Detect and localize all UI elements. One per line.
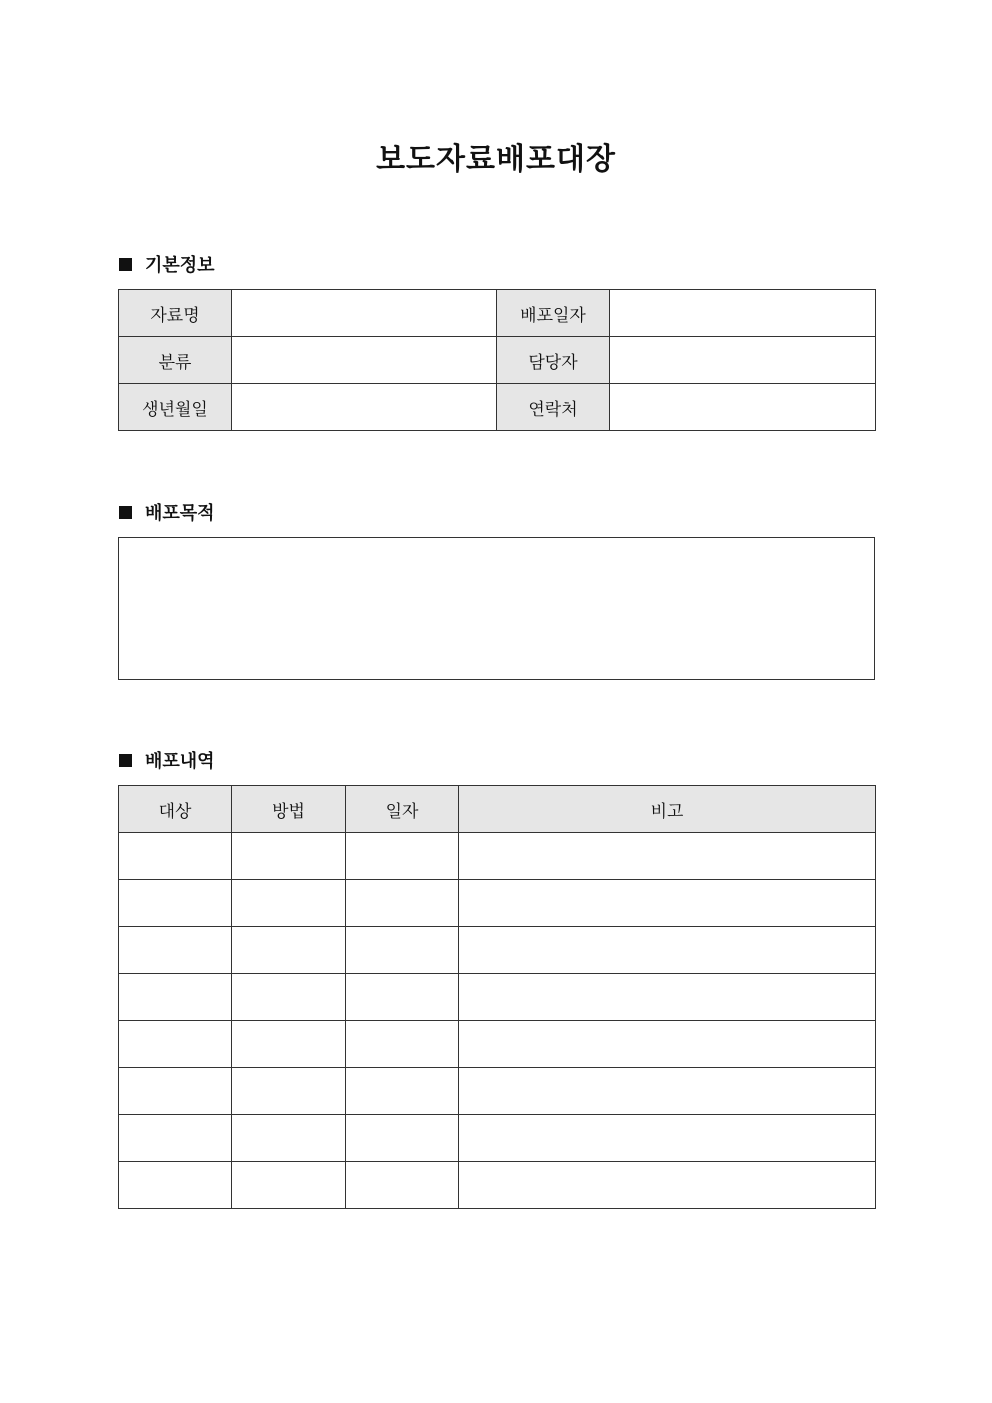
target-cell[interactable] xyxy=(119,927,232,974)
table-row xyxy=(119,1115,876,1162)
distribution-date-label: 배포일자 xyxy=(497,290,610,337)
date-cell[interactable] xyxy=(346,927,459,974)
remarks-cell[interactable] xyxy=(459,1162,876,1209)
purpose-heading xyxy=(119,500,215,524)
target-cell[interactable] xyxy=(119,880,232,927)
table-row xyxy=(119,833,876,880)
method-cell[interactable] xyxy=(232,833,346,880)
method-cell[interactable] xyxy=(232,927,346,974)
table-row xyxy=(119,1021,876,1068)
target-cell[interactable] xyxy=(119,1021,232,1068)
column-header-target: 대상 xyxy=(119,786,232,833)
distribution-heading xyxy=(119,748,215,772)
birthdate-field[interactable] xyxy=(232,384,497,431)
date-cell[interactable] xyxy=(346,1162,459,1209)
category-label: 분류 xyxy=(119,337,232,384)
square-bullet-icon xyxy=(119,258,132,271)
birthdate-label: 생년월일 xyxy=(119,384,232,431)
target-cell[interactable] xyxy=(119,974,232,1021)
table-row xyxy=(119,927,876,974)
date-cell[interactable] xyxy=(346,974,459,1021)
method-cell[interactable] xyxy=(232,974,346,1021)
category-field[interactable] xyxy=(232,337,497,384)
table-row xyxy=(119,384,876,431)
remarks-cell[interactable] xyxy=(459,833,876,880)
method-cell[interactable] xyxy=(232,1162,346,1209)
table-row xyxy=(119,1068,876,1115)
table-row xyxy=(119,337,876,384)
remarks-cell[interactable] xyxy=(459,974,876,1021)
remarks-cell[interactable] xyxy=(459,1021,876,1068)
material-name-label: 자료명 xyxy=(119,290,232,337)
date-cell[interactable] xyxy=(346,1115,459,1162)
manager-label: 담당자 xyxy=(497,337,610,384)
remarks-cell[interactable] xyxy=(459,927,876,974)
target-cell[interactable] xyxy=(119,1162,232,1209)
basic-info-heading-label: 기본정보 xyxy=(145,255,215,276)
method-cell[interactable] xyxy=(232,880,346,927)
method-cell[interactable] xyxy=(232,1115,346,1162)
contact-label: 연락처 xyxy=(497,384,610,431)
target-cell[interactable] xyxy=(119,833,232,880)
column-header-remarks: 비고 xyxy=(459,786,876,833)
table-row xyxy=(119,1162,876,1209)
table-row xyxy=(119,880,876,927)
date-cell[interactable] xyxy=(346,833,459,880)
method-cell[interactable] xyxy=(232,1021,346,1068)
table-header-row xyxy=(119,786,876,833)
distribution-heading-label: 배포내역 xyxy=(145,751,215,772)
remarks-cell[interactable] xyxy=(459,1115,876,1162)
target-cell[interactable] xyxy=(119,1115,232,1162)
square-bullet-icon xyxy=(119,506,132,519)
date-cell[interactable] xyxy=(346,880,459,927)
method-cell[interactable] xyxy=(232,1068,346,1115)
column-header-method: 방법 xyxy=(232,786,346,833)
basic-info-table xyxy=(118,289,876,431)
remarks-cell[interactable] xyxy=(459,1068,876,1115)
remarks-cell[interactable] xyxy=(459,880,876,927)
material-name-field[interactable] xyxy=(232,290,497,337)
distribution-table xyxy=(118,785,876,1209)
page-title: 보도자료배포대장 xyxy=(376,142,616,177)
table-row xyxy=(119,974,876,1021)
table-row xyxy=(119,290,876,337)
contact-field[interactable] xyxy=(610,384,876,431)
manager-field[interactable] xyxy=(610,337,876,384)
purpose-heading-label: 배포목적 xyxy=(145,503,215,524)
square-bullet-icon xyxy=(119,754,132,767)
column-header-date: 일자 xyxy=(346,786,459,833)
purpose-field[interactable] xyxy=(118,537,875,680)
distribution-date-field[interactable] xyxy=(610,290,876,337)
date-cell[interactable] xyxy=(346,1021,459,1068)
basic-info-heading xyxy=(119,252,215,276)
date-cell[interactable] xyxy=(346,1068,459,1115)
target-cell[interactable] xyxy=(119,1068,232,1115)
